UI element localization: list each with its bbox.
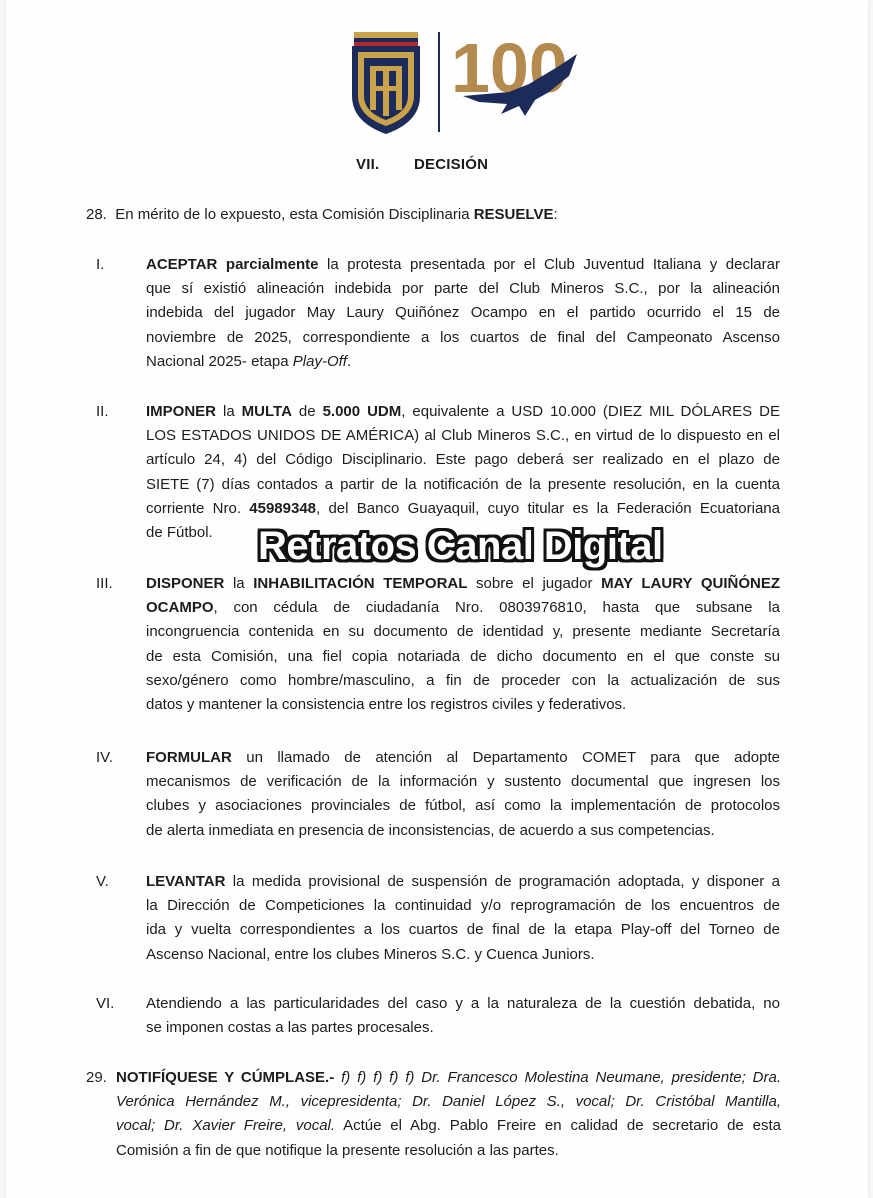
item-text: IMPONER la MULTA de 5.000 UDM, equivalente a USD 10.000 (DIEZ MIL DÓLARES DE LOS ESTADOS UNIDOS DE AMÉRICA) al Club Mineros S.C., en virtud de lo dispuesto en el artículo 24, 4) del Código Disciplinario. Este pago deberá ser realizado en el plazo de SIETE (7) días contados a partir de la notificación de la presente resolución, en la cuenta corriente Nro. 45989348, del Banco Guayaquil, cuyo titular es la Federación Ecuatoriana de Fútbol.	[146, 403, 780, 542]
section-title: DECISIÓN	[414, 156, 489, 173]
item-numeral: V.	[96, 873, 109, 890]
item-text: ACEPTAR parcialmente la protesta presentada por el Club Juventud Italiana y declarar que sí existió alineación indebida por parte del Club Mineros S.C., por la alineación indebida del jugador May Laury Quiñónez Ocampo en el partido ocurrido el 15 de noviembre de 2025, correspondiente a los cuartos de final del Campeonato Ascenso Nacional 2025- etapa Play-Off.	[146, 256, 780, 370]
item-text: DISPONER la INHABILITACIÓN TEMPORAL sobre el jugador MAY LAURY QUIÑÓNEZ OCAMPO, con cédula de ciudadanía Nro. 0803976810, hasta que subsane la incongruencia contenida en su documento de identidad y, presente mediante Secretaría de esta Comisión, una fiel copia notariada de dicho documento en el que conste su sexo/género como hombre/masculino, a fin de proceder con la actualización de sus datos y mantener la consistencia entre los registros civiles y federativos.	[146, 575, 781, 714]
section-number: VII.	[356, 156, 380, 173]
paragraph-28: 28. En mérito de lo expuesto, esta Comisión Disciplinaria RESUELVE:	[86, 206, 558, 223]
notifiquese-label: NOTIFÍQUESE Y CÚMPLASE.-	[116, 1069, 335, 1086]
item-numeral: VI.	[96, 995, 115, 1012]
item-text: LEVANTAR la medida provisional de suspensión de programación adoptada, y disponer a la Dirección de Competiciones la continuidad y/o reprogramación de los encuentros de ida y vuelta correspondientes a los cuartos de final de la etapa Play-off del Torneo de Ascenso Nacional, entre los clubes Mineros S.C. y Cuenca Juniors.	[146, 873, 780, 963]
watermark-text: Retratos Canal Digital	[258, 524, 663, 568]
item-numeral: IV.	[96, 749, 113, 766]
centenary-100-logo	[449, 26, 589, 138]
item-text: FORMULAR un llamado de atención al Departamento COMET para que adopte mecanismos de verificación de la información y sustento documental que ingresen los clubes y asociaciones provinciales de fútbol, así como la implementación de protocolos de alerta inmediata en presencia de inconsistencias, de acuerdo a sus competencias.	[146, 749, 780, 839]
section-heading	[356, 156, 488, 173]
document-page	[6, 0, 868, 1198]
paragraph-text: NOTIFÍQUESE Y CÚMPLASE.- f) f) f) f) f) Dr. Francesco Molestina Neumane, presidente; Dra. Verónica Hernández M., vicepresidenta; Dr. Daniel López S., vocal; Dr. Cristóbal Mantilla, vocal; Dr. Xavier Freire, vocal. Actúe el Abg. Pablo Freire en calidad de secretario de esta Comisión a fin de que notifique la presente resolución a las partes.	[116, 1069, 782, 1159]
item-numeral: I.	[96, 256, 105, 273]
item-numeral: III.	[96, 575, 113, 592]
paragraph-number: 29.	[86, 1069, 107, 1086]
centenary-number: 100	[451, 29, 568, 107]
resuelve-label: RESUELVE	[473, 206, 554, 223]
header-logos	[341, 26, 586, 138]
item-text: Atendiendo a las particularidades del caso y a la naturaleza de la cuestión debatida, no se imponen costas a las partes procesales.	[146, 995, 780, 1037]
paragraph-number: 28.	[86, 206, 107, 223]
item-numeral: II.	[96, 403, 109, 420]
fef-crest-icon	[346, 26, 426, 138]
logo-divider	[438, 32, 440, 132]
